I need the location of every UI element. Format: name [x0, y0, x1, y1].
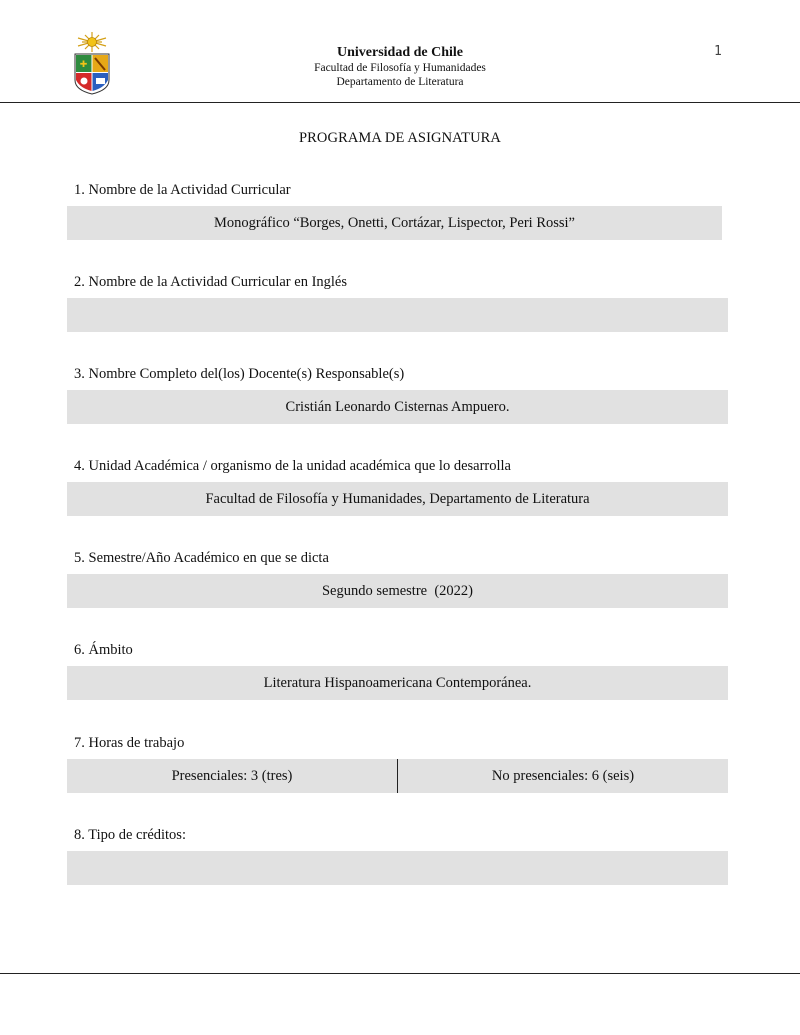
section-6-label: 6. Ámbito: [74, 642, 133, 658]
svg-text:✚: ✚: [79, 60, 88, 70]
credit-type-field: [67, 851, 728, 885]
in-person-hours-value: Presenciales: 3 (tres): [171, 767, 293, 784]
semester-field: [67, 574, 728, 608]
institution-header: [250, 45, 550, 89]
work-hours-table: [67, 759, 728, 793]
section-2-label: 2. Nombre de la Actividad Curricular en Inglés: [74, 274, 348, 290]
remote-hours-value: No presenciales: 6 (seis): [491, 767, 635, 784]
course-name-field: [67, 206, 722, 240]
header-divider: [0, 102, 800, 103]
faculty-name: Facultad de Filosofía y Humanidades: [314, 62, 486, 74]
section-3-label: 3. Nombre Completo del(los) Docente(s) Responsable(s): [74, 366, 405, 382]
course-name-english-field: [67, 298, 728, 332]
department-name: Departamento de Literatura: [336, 76, 464, 88]
scope-value: Literatura Hispanoamericana Contemporánea.: [263, 674, 532, 691]
section-7-label: 7. Horas de trabajo: [74, 735, 185, 751]
university-crest-logo: [72, 30, 112, 96]
in-person-hours-cell: [67, 759, 398, 793]
instructor-value: Cristián Leonardo Cisternas Ampuero.: [285, 398, 510, 415]
academic-unit-field: [67, 482, 728, 516]
instructor-field: [67, 390, 728, 424]
scope-field: [67, 666, 728, 700]
section-8-label: 8. Tipo de créditos:: [74, 827, 186, 843]
footer-divider: [0, 973, 800, 974]
university-name: Universidad de Chile: [336, 45, 463, 60]
course-name-value: Monográfico “Borges, Onetti, Cortázar, Lispector, Peri Rossi”: [214, 214, 575, 231]
document-title: PROGRAMA DE ASIGNATURA: [298, 130, 501, 146]
remote-hours-cell: [398, 759, 728, 793]
page-number: 1: [714, 44, 722, 59]
academic-unit-value: Facultad de Filosofía y Humanidades, Departamento de Literatura: [205, 490, 590, 507]
section-5-label: 5. Semestre/Año Académico en que se dicta: [74, 550, 329, 566]
section-4-label: 4. Unidad Académica / organismo de la unidad académica que lo desarrolla: [74, 458, 511, 474]
section-1-label: 1. Nombre de la Actividad Curricular: [74, 182, 291, 198]
semester-value: Segundo semestre (2022): [321, 582, 473, 599]
